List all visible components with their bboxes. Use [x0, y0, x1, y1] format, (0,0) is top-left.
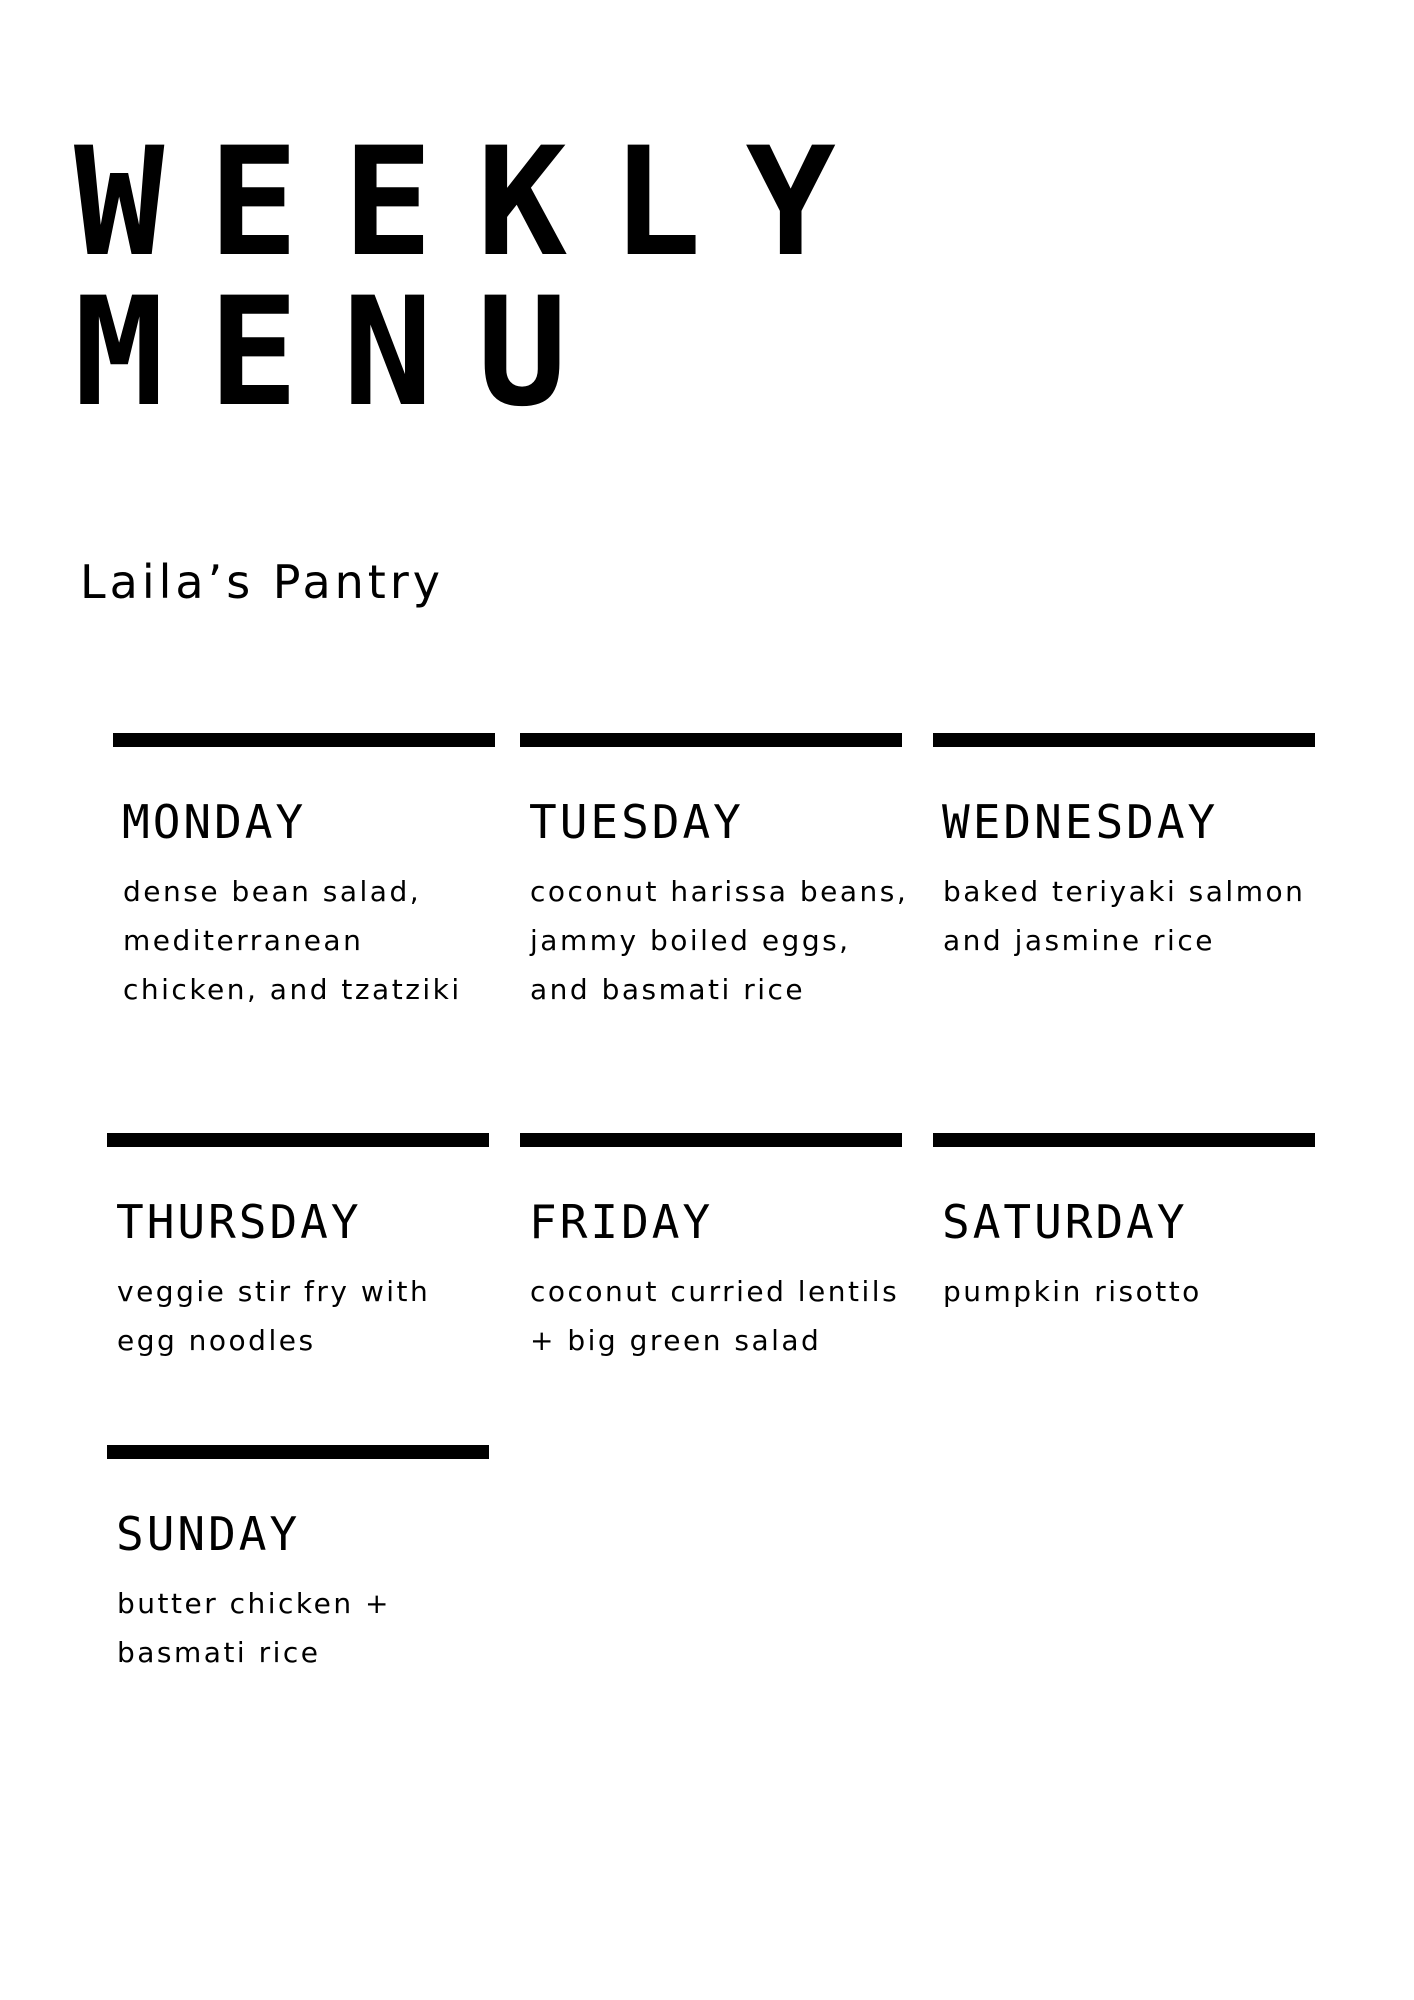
day-name-sunday: SUNDAY — [116, 1507, 301, 1561]
day-card-thursday — [107, 1133, 489, 1365]
day-card-monday — [113, 733, 495, 1014]
day-divider — [107, 1445, 489, 1459]
day-name-saturday: SATURDAY — [942, 1195, 1188, 1249]
page-title-menu: MENU — [74, 266, 612, 440]
day-name-tuesday: TUESDAY — [529, 795, 744, 849]
day-card-wednesday — [933, 733, 1315, 965]
day-card-friday — [520, 1133, 902, 1365]
day-name-thursday: THURSDAY — [116, 1195, 362, 1249]
day-meal-saturday: pumpkin risotto — [943, 1275, 1202, 1308]
day-meal-sunday: butter chicken + basmati rice — [117, 1587, 391, 1669]
pantry-name: Laila’s Pantry — [80, 555, 444, 609]
day-divider — [933, 1133, 1315, 1147]
day-divider — [113, 733, 495, 747]
day-meal-tuesday: coconut harissa beans, jammy boiled eggs, and basmati rice — [530, 875, 909, 1006]
day-divider — [933, 733, 1315, 747]
day-card-tuesday — [520, 733, 909, 1014]
day-divider — [520, 733, 902, 747]
day-meal-monday: dense bean salad, mediterranean chicken, and tzatziki — [123, 875, 462, 1006]
day-name-monday: MONDAY — [122, 795, 307, 849]
day-meal-thursday: veggie stir fry with egg noodles — [117, 1275, 431, 1357]
day-meal-wednesday: baked teriyaki salmon and jasmine rice — [943, 875, 1306, 957]
day-name-friday: FRIDAY — [529, 1195, 714, 1249]
day-card-saturday — [933, 1133, 1315, 1316]
day-divider — [520, 1133, 902, 1147]
page-title-weekly: WEEKLY — [74, 116, 880, 290]
day-divider — [107, 1133, 489, 1147]
day-card-sunday — [107, 1445, 489, 1677]
day-meal-friday: coconut curried lentils + big green salad — [530, 1275, 900, 1357]
day-name-wednesday: WEDNESDAY — [942, 795, 1219, 849]
